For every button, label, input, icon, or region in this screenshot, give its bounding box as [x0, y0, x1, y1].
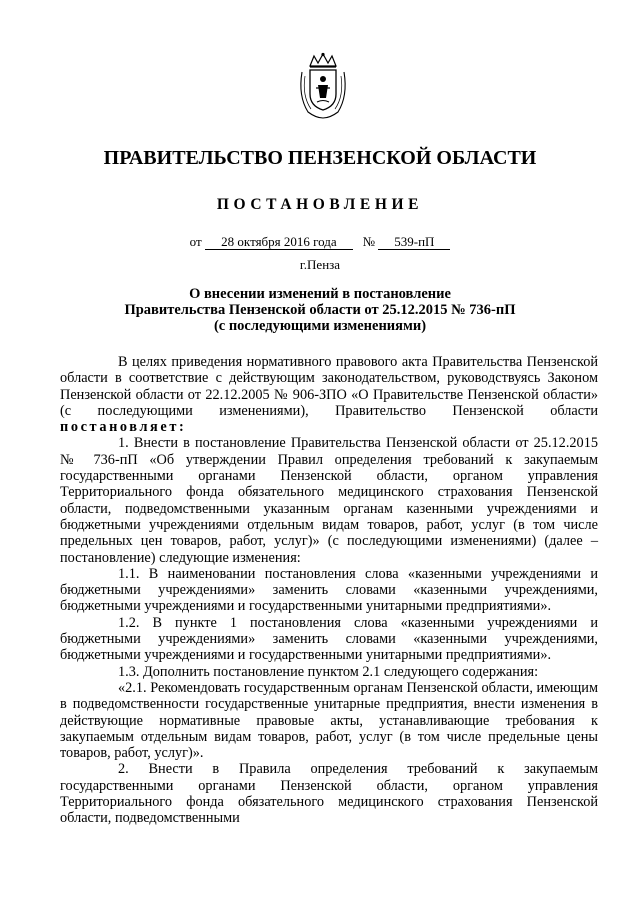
paragraph-1-1: 1.1. В наименовании постановления слова «казенными учреждениями и бюджетными учреждениями» заменить словами «казенными учреждениями, бюджетными учреждениями и государственными унитарными предприятиями». [60, 565, 598, 615]
subject-line: (с последующими изменениями) [213, 318, 427, 334]
subject-line: Правительства Пензенской области от 25.12.2015 № 736-пП [124, 302, 516, 318]
decides-word: постановляет: [60, 419, 187, 436]
document-subject [100, 286, 540, 334]
city: г.Пенза [299, 257, 341, 272]
paragraph-2: 2. Внести в Правила определения требований к закупаемым государственными органами Пензенской области, органом управления Территориального фонда обязательного медицинского страхования Пензенской области, подведомственными [60, 761, 598, 827]
intro-text: В целях приведения нормативного правового акта Правительства Пензенской области в соответствие с действующим законодательством, руководствуясь Законом Пензенской области от 22.12.2005 № 906-ЗПО «О Правительстве Пензенской области» (с последующими изменениями), Правительство Пензенской области [60, 354, 598, 419]
coat-of-arms-icon [296, 52, 350, 120]
document-body [60, 354, 598, 827]
paragraph-1: 1. Внести в постановление Правительства Пензенской области от 25.12.2015 № 736-пП «Об утверждении Правил определения требований к закупаемым государственными органами Пензенской области, органом управления Территориального фонда обязательного медицинского страхования Пензенской области, подведомственными указанным органам казенными учреждениями и бюджетными учреждениями отдельным видам товаров, работ, услуг (в том числе предельных цен товаров, работ, услуг)» (с последующими изменениями) (далее – постановление) следующие изменения: [60, 435, 598, 566]
paragraph-1-2: 1.2. В пункте 1 постановления слова «казенными учреждениями и бюджетными учреждениями» заменить словами «казенными учреждениями, бюджетными учреждениями и государственными унитарными предприятиями». [60, 614, 598, 664]
number-prefix: № [362, 234, 376, 249]
paragraph-1-3-quote: «2.1. Рекомендовать государственным органам Пензенской области, имеющим в подведомственности государственные унитарные предприятия, внести изменения в действующие нормативные правовые акты, устанавливающие требования к закупаемым отдельным видам товаров, работ, услуг (в том числе предельные цены товаров, работ, услуг)». [60, 679, 598, 762]
subject-line: О внесении изменений в постановление [189, 286, 451, 302]
date-number-line [0, 234, 640, 250]
paragraph-1-3: 1.3. Дополнить постановление пунктом 2.1 следующего содержания: [118, 663, 539, 680]
government-title: ПРАВИТЕЛЬСТВО ПЕНЗЕНСКОЙ ОБЛАСТИ [103, 147, 537, 169]
document-type: ПОСТАНОВЛЕНИЕ [216, 196, 424, 213]
date-prefix: от [189, 234, 202, 249]
paragraph-intro [60, 354, 598, 435]
document-date: 28 октября 2016 года [205, 234, 353, 250]
document-number: 539-пП [378, 234, 450, 250]
